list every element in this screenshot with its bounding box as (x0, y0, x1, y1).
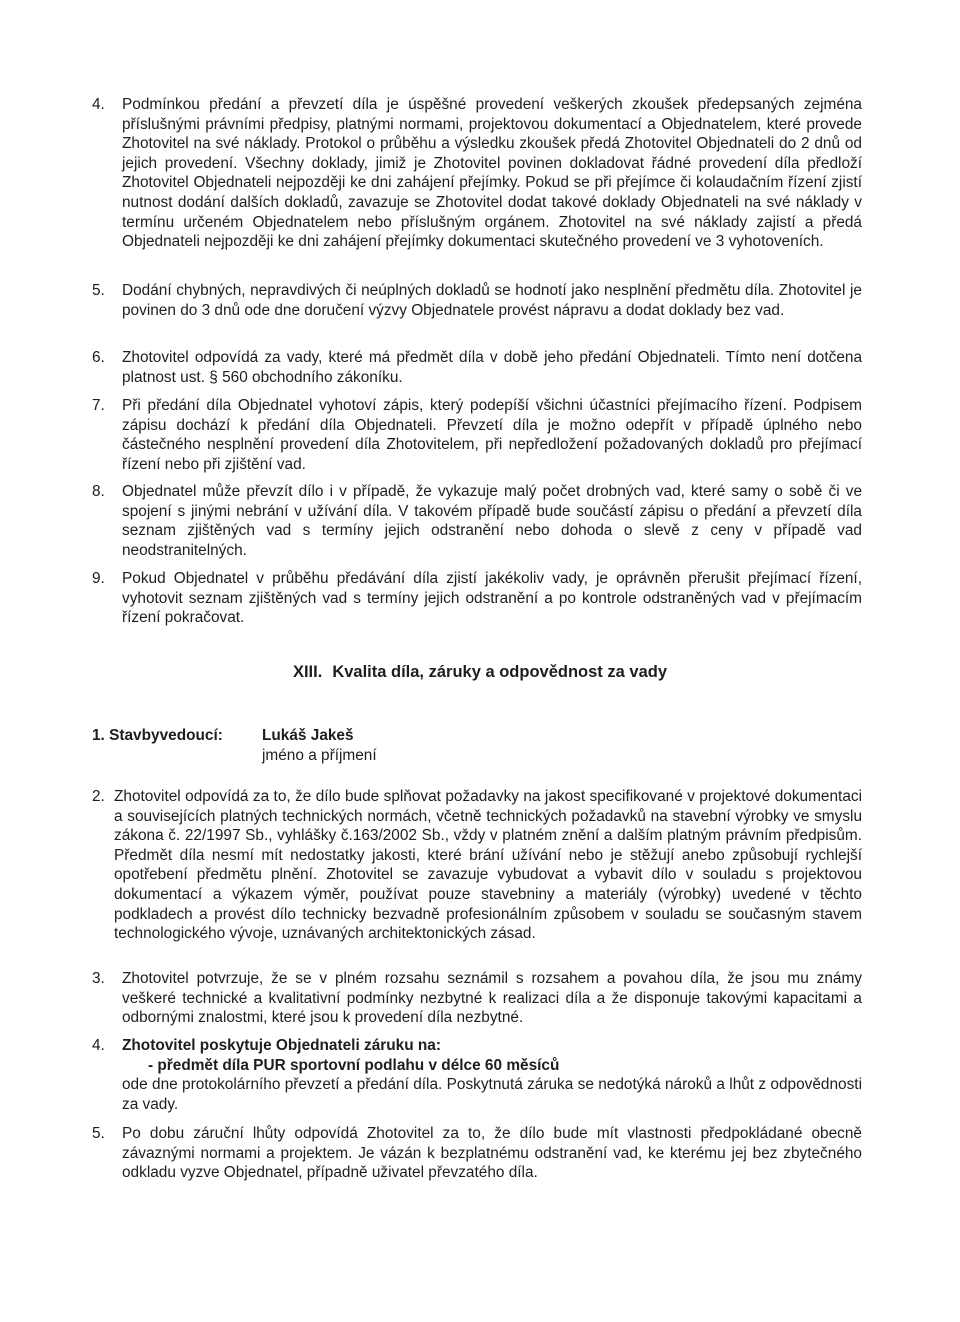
section-heading (0, 663, 960, 683)
clause-xii-7 (92, 396, 862, 474)
stavbyvedouci-label: 1. Stavbyvedoucí: (92, 727, 223, 744)
clause-text: Podmínkou předání a převzetí díla je úspěšné provedení veškerých zkoušek předepsaných zejména příslušnými právními předpisy, platnými normami, projektovou dokumentací a Objednatelem, které provede Zhotovitel na své náklady. Protokol o průběhu a výsledku zkoušek předá Zhotovitel Objednateli do 2 dnů od jejich provedení. Všechny doklady, jimiž je Zhotovitel povinen dokladovat řádné provedení díla předloží Zhotovitel Objednateli nejpozději ke dni zahájení přejímky. Pokud se při přejímce či kolaudačním řízení zjistí nutnost dodání dalších dokladů, zavazuje se Zhotovitel dodat takové doklady Objednateli na své náklady v termínu určeném Objednatelem nebo příslušným orgánem. Zhotovitel na své náklady zajistí a předá Objednateli nejpozději ke dni zahájení přejímky dokumentaci skutečného provedení ve 3 vyhotoveních. (122, 96, 862, 251)
clause-text: Dodání chybných, nepravdivých či neúplných dokladů se hodnotí jako nesplnění předmětu díla. Zhotovitel je povinen do 3 dnů ode dne doručení výzvy Objednatele provést nápravu a dodat doklady bez vad. (122, 282, 862, 319)
clause-text: Zhotovitel odpovídá za to, že dílo bude splňovat požadavky na jakost specifikované v projektové dokumentaci a souvisejících platných technických normách, včetně technických požadavků na stavební výrobky ve smyslu zákona č. 22/1997 Sb., vyhlášky č.163/2002 Sb., vždy v platném znění a dalším platným právním předpisům. Předmět díla nesmí mít nedostatky jakosti, které brání užívání nebo je stěžují anebo způsobují rychlejší opotřebení předmětu plnění. Zhotovitel se zavazuje vybudovat a vybavit dílo v souladu s projektovou dokumentací a výkazem výměr, používat pouze stavebniny a materiály (výrobky) uvedené v těchto podkladech a provést dílo technicky bezvadně profesionálním způsobem v souladu se současným stavem technologického vývoje, uznávaných architektonických zásad. (114, 788, 862, 943)
clause-number: 6. (92, 349, 105, 366)
clause-xii-5 (92, 281, 862, 320)
section-title: Kvalita díla, záruky a odpovědnost za vady (332, 663, 668, 681)
clause-number: 8. (92, 483, 105, 500)
clause-xii-9 (92, 569, 862, 628)
warranty-heading: Zhotovitel poskytuje Objednateli záruku na: (122, 1037, 441, 1054)
clause-number: 5. (92, 1125, 105, 1142)
clause-number: 9. (92, 570, 105, 587)
clause-text: ode dne protokolárního převzetí a předání díla. Poskytnutá záruka se nedotýká nároků a lhůt z odpovědnosti za vady. (122, 1076, 862, 1113)
clause-number: 5. (92, 282, 105, 299)
clause-text: Pokud Objednatel v průběhu předávání díla zjistí jakékoliv vady, je oprávněn přerušit přejímací řízení, vyhotovit seznam zjištěných vad s termíny jejich odstranění a po kontrole odstraněných vad v přejímacím řízení pokračovat. (122, 570, 862, 627)
clause-number: 2. (92, 788, 105, 805)
clause-text: Objednatel může převzít dílo i v případě, že vykazuje malý počet drobných vad, které samy o sobě či ve spojení s jinými nebrání v užívání díla. V takovém případě bude součástí zápisu o předání a převzetí díla seznam zjištěných vad s termíny jejich odstranění nebo dohoda o slevě z ceny v případě vad neodstranitelných. (122, 483, 862, 559)
clause-text: Zhotovitel odpovídá za vady, které má předmět díla v době jeho předání Objednateli. Tímto není dotčena platnost ust. § 560 obchodního zákoníku. (122, 349, 862, 386)
stavbyvedouci-caption: jméno a příjmení (262, 747, 377, 764)
clause-text: Při předání díla Objednatel vyhotoví zápis, který podepíší všichni účastníci přejímacího řízení. Podpisem zápisu dochází k předání díla Objednateli. Převzetí díla je možno odepřít v případě úplného nebo částečného nesplnění provedení díla Zhotovitelem, při nepředložení požadovaných dokladů pro přejímací řízení nebo při zjištění vad. (122, 397, 862, 473)
clause-number: 7. (92, 397, 105, 414)
clause-text: Po dobu záruční lhůty odpovídá Zhotovitel za to, že dílo bude mít vlastnosti předpokládané obecně závaznými normami a projektem. Je vázán k bezplatnému odstranění vad, ke kterému jej bez zbytečného odkladu vyzve Objednatel, případně uživatel převzatého díla. (122, 1125, 862, 1182)
clause-xiii-3 (92, 969, 862, 1028)
clause-xii-6 (92, 348, 862, 387)
clause-number: 3. (92, 970, 105, 987)
clause-xii-4 (92, 95, 862, 252)
clause-xii-8 (92, 482, 862, 560)
clause-xiii-5 (92, 1124, 862, 1183)
clause-number: 4. (92, 96, 105, 113)
section-number: XIII. (292, 663, 323, 681)
stavbyvedouci-name: Lukáš Jakeš (262, 727, 354, 744)
clause-text: Zhotovitel potvrzuje, že se v plném rozsahu seznámil s rozsahem a povahou díla, že jsou mu známy veškeré technické a kvalitativní podmínky nezbytné k realizaci díla a že disponuje takovými kapacitami a odbornými znalostmi, které jsou k provedení díla nezbytné. (122, 970, 862, 1027)
clause-number: 4. (92, 1037, 105, 1054)
clause-xiii-2 (92, 787, 862, 944)
clause-xiii-4 (92, 1036, 862, 1114)
warranty-subject: - předmět díla PUR sportovní podlahu v délce 60 měsíců (148, 1056, 560, 1074)
